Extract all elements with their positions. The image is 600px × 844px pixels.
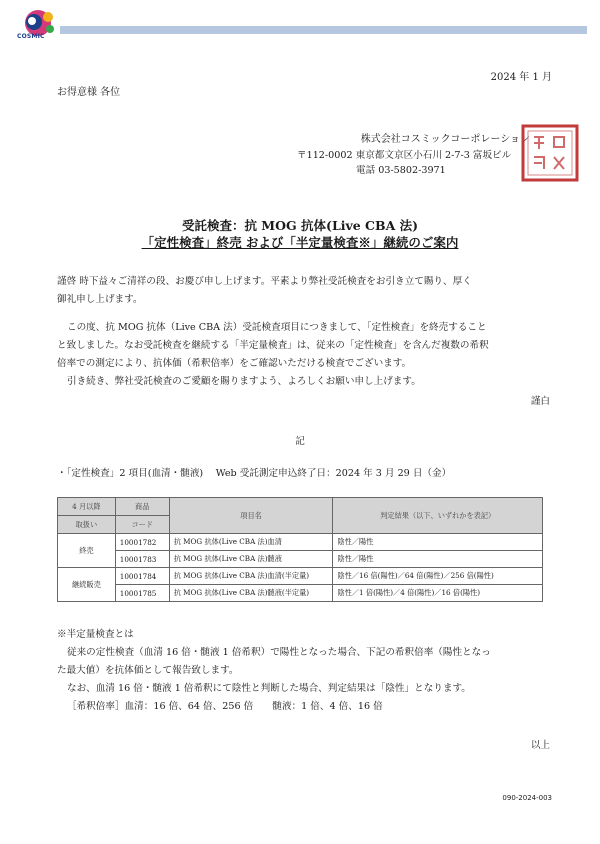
paragraph-2-line-3: 倍率での測定により、抗体価（希釈倍率）をご確認いただける検査でございます。 <box>57 358 412 369</box>
row-code: 10001782 <box>115 534 169 551</box>
paragraph-2-cont <box>57 337 553 373</box>
group-continued: 継続販売 <box>58 568 116 602</box>
header-status <box>58 498 116 516</box>
ki-heading: 記 <box>295 436 305 447</box>
paragraph-1-line-2: 御礼申し上げます。 <box>57 294 143 305</box>
sender-address: 〒112-0002 東京都文京区小石川 2-7-3 富坂ビル <box>297 150 512 161</box>
paragraph-2 <box>67 319 553 337</box>
group-discontinued: 終売 <box>58 534 116 568</box>
note-line-2: た最大値）を抗体価として報告致します。 <box>57 665 239 676</box>
row-code: 10001785 <box>115 585 169 602</box>
row-item: 抗 MOG 抗体(Live CBA 法)血清 <box>169 534 333 551</box>
document-number: 090-2024-003 <box>502 794 552 802</box>
paragraph-1-line-1: 謹啓 時下益々ご清祥の段、お慶び申し上げます。平素より弊社受託検査をお引き立て賜り、厚く <box>57 276 472 287</box>
issue-date: 2024 年 1 月 <box>490 72 552 83</box>
row-result: 陰性／16 倍(陽性)／64 倍(陽性)／256 倍(陽性) <box>333 568 543 585</box>
product-table <box>57 497 543 602</box>
note-line-3: なお、血清 16 倍・髄液 1 倍希釈にて陰性と判断した場合、判定結果は「陰性」となります。 <box>67 683 471 694</box>
header-status-l1: 4 月以降 <box>72 501 101 511</box>
table-row <box>58 534 543 551</box>
row-result: 陰性／1 倍(陽性)／4 倍(陽性)／16 倍(陽性) <box>333 585 543 602</box>
paragraph-2-line-1: この度、抗 MOG 抗体（Live CBA 法）受託検査項目につきまして、「定性検査」を終売すること <box>67 322 487 333</box>
title-line-1: 受託検査：抗 MOG 抗体(Live CBA 法) <box>181 218 419 233</box>
sender-company: 株式会社コスミックコーポレーション <box>360 134 530 145</box>
header-bar <box>60 26 587 34</box>
table-row <box>58 551 543 568</box>
table-row <box>58 585 543 602</box>
paragraph-2-line-2: と致しました。なお受託検査を継続する「半定量検査」は、従来の「定性検査」を含んだ複数の希釈 <box>57 340 489 351</box>
company-seal-icon <box>520 123 580 183</box>
header-code-2: コード <box>115 516 169 534</box>
title-line-2 <box>0 233 600 251</box>
title-line-2-text: 「定性検査」終売 および「半定量検査※」継続のご案内 <box>141 235 459 250</box>
closing-keigu: 謹白 <box>530 396 550 407</box>
row-item: 抗 MOG 抗体(Live CBA 法)髄液 <box>169 551 333 568</box>
recipient: お得意様 各位 <box>57 87 121 98</box>
row-code: 10001783 <box>115 551 169 568</box>
note-title: ※半定量検査とは <box>57 629 134 640</box>
note-line-4: ［希釈倍率］血清：16 倍、64 倍、256 倍 髄液：1 倍、4 倍、16 倍 <box>67 701 383 712</box>
row-item: 抗 MOG 抗体(Live CBA 法)血清(半定量) <box>169 568 333 585</box>
header-item: 項目名 <box>169 498 333 534</box>
table-row <box>58 568 543 585</box>
sender-phone: 電話 03-5802-3971 <box>356 165 446 176</box>
header-code <box>115 498 169 516</box>
table-header-row <box>58 498 543 516</box>
row-code: 10001784 <box>115 568 169 585</box>
row-item: 抗 MOG 抗体(Live CBA 法)髄液(半定量) <box>169 585 333 602</box>
row-result: 陰性／陽性 <box>333 551 543 568</box>
closing-ijo: 以上 <box>530 740 550 751</box>
logo-text: COSMIC <box>17 33 45 40</box>
header-status-2: 取扱い <box>58 516 116 534</box>
discontinuation-bullet: ・「定性検査」2 項目(血清・髄液) Web 受託測定申込終了日：2024 年 3 月 29 日（金） <box>57 468 452 479</box>
header-result: 判定結果（以下、いずれかを表記） <box>333 498 543 534</box>
row-result: 陰性／陽性 <box>333 534 543 551</box>
paragraph-3 <box>67 373 553 391</box>
note-line-1: 従来の定性検査（血清 16 倍・髄液 1 倍希釈）で陽性となった場合、下記の希釈倍率（陽性となっ <box>67 647 491 658</box>
paragraph-1 <box>57 273 553 309</box>
header-code-l1: 商品 <box>135 501 150 511</box>
paragraph-3-line-1: 引き続き、弊社受託検査のご愛顧を賜りますよう、よろしくお願い申し上げます。 <box>67 376 421 387</box>
